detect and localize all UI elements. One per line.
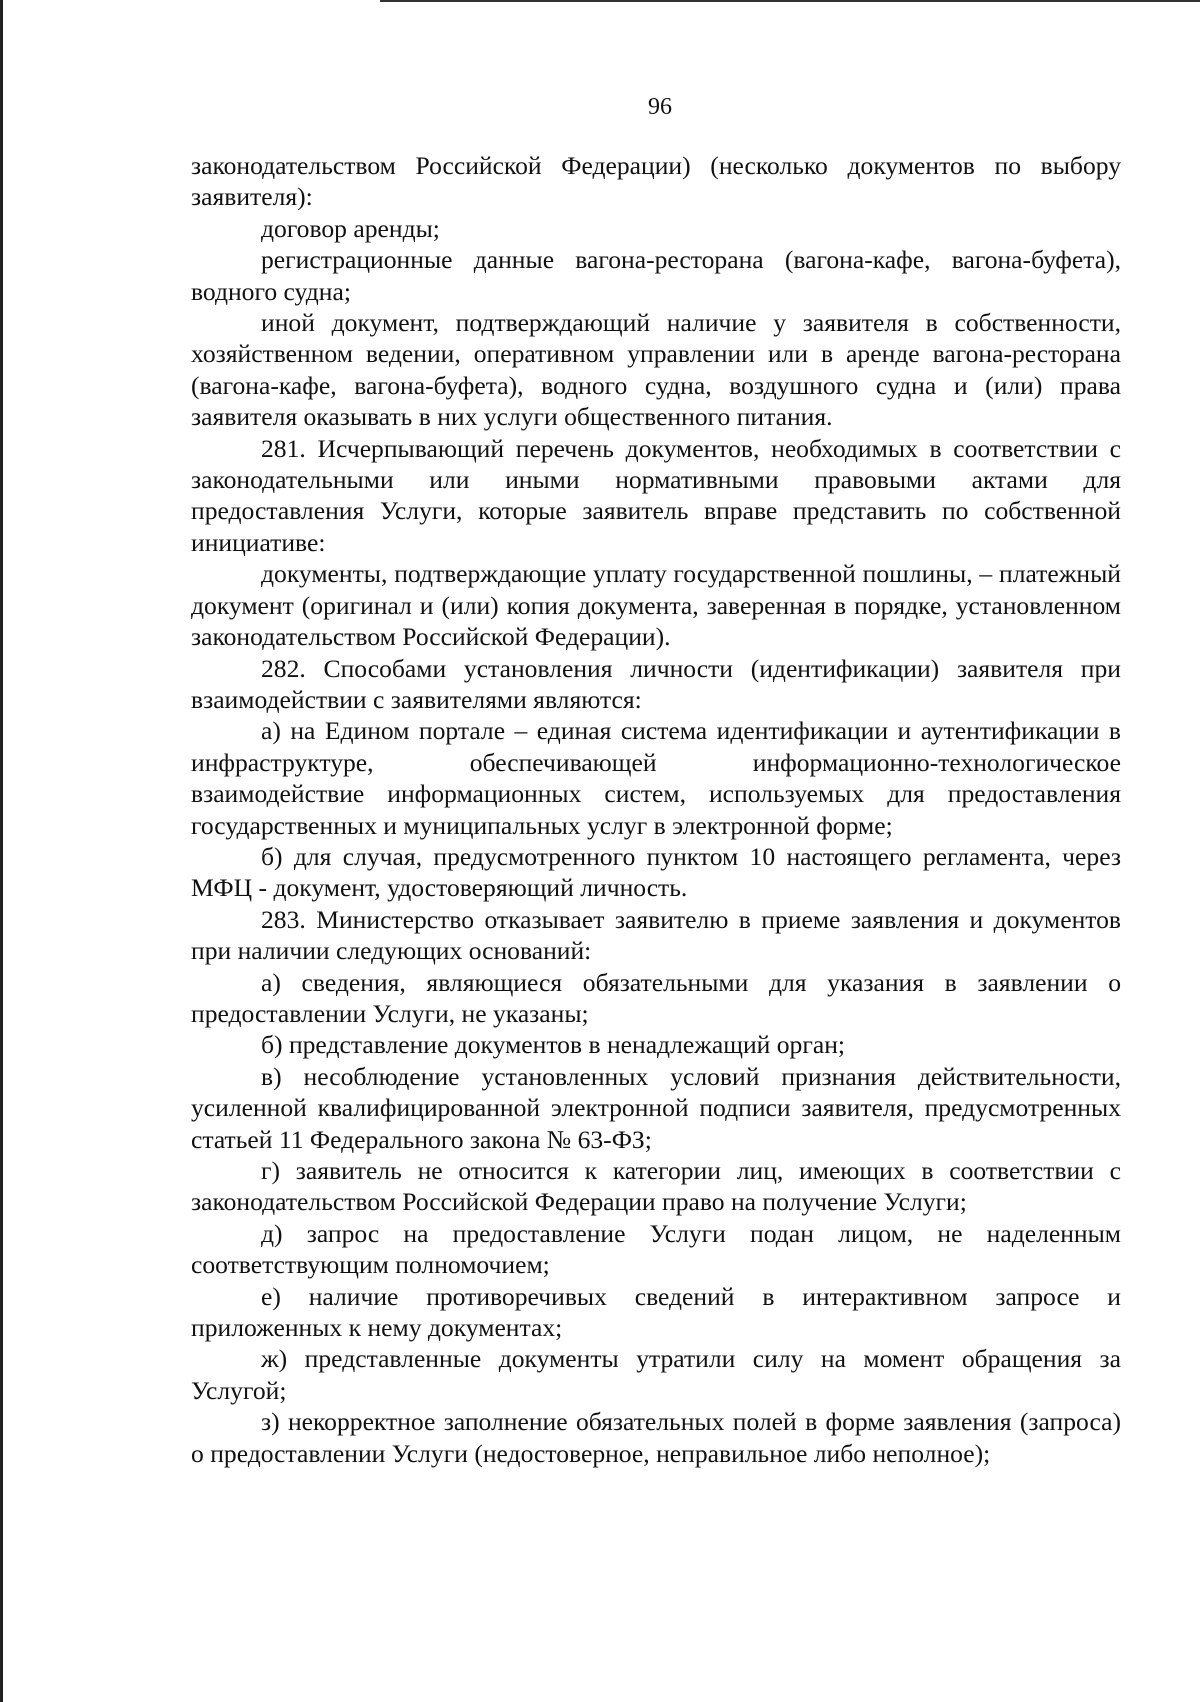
paragraph: з) некорректное заполнение обязательных полей в форме заявления (запроса) о предоставлении Услуги (недостоверное, неправильное либо неполное); (191, 1407, 1121, 1468)
paragraph: г) заявитель не относится к категории лиц, имеющих в соответствии с законодательством Российской Федерации право на получение Услуги; (191, 1156, 1121, 1217)
paragraph: иной документ, подтверждающий наличие у заявителя в собственности, хозяйственном ведении, оперативном управлении или в аренде вагона-ресторана (вагона-кафе, вагона-буфета), водного судна, воздушного судна и (или) права заявителя оказывать в них услуги общественного питания. (191, 308, 1121, 432)
paragraph: договор аренды; (261, 213, 440, 243)
paragraph: 281. Исчерпывающий перечень документов, необходимых в соответствии с законодательными или иными нормативными правовыми актами для предоставления Услуги, которые заявитель вправе представить по собственной инициативе: (191, 433, 1121, 557)
paragraph: а) сведения, являющиеся обязательными для указания в заявлении о предоставлении Услуги, не указаны; (191, 967, 1121, 1028)
paragraph: регистрационные данные вагона-ресторана (вагона-кафе, вагона-буфета), водного судна; (191, 245, 1121, 306)
document-body (191, 150, 1121, 1469)
paragraph: ж) представленные документы утратили силу на момент обращения за Услугой; (191, 1344, 1121, 1405)
paragraph: а) на Едином портале – единая система идентификации и аутентификации в инфраструктуре, обеспечивающей информационно-технологическое взаимодействие информационных систем, используемых для предоставления государственных и муниципальных услуг в электронной форме; (191, 716, 1121, 840)
paragraph: 282. Способами установления личности (идентификации) заявителя при взаимодействии с заявителями являются: (191, 653, 1121, 714)
paragraph: б) представление документов в ненадлежащий орган; (261, 1030, 846, 1060)
paragraph: 283. Министерство отказывает заявителю в приеме заявления и документов при наличии следующих оснований: (191, 904, 1121, 966)
paragraph: в) несоблюдение установленных условий признания действительности, усиленной квалифицированной электронной подписи заявителя, предусмотренных статьей 11 Федерального закона № 63-ФЗ; (191, 1061, 1121, 1154)
page-number: 96 (648, 94, 672, 120)
paragraph: б) для случая, предусмотренного пунктом 10 настоящего регламента, через МФЦ - документ, удостоверяющий личность. (191, 841, 1121, 903)
paragraph: е) наличие противоречивых сведений в интерактивном запросе и приложенных к нему документах; (191, 1281, 1121, 1343)
paragraph: законодательством Российской Федерации) (несколько документов по выбору заявителя): (191, 151, 1121, 212)
paragraph: документы, подтверждающие уплату государственной пошлины, – платежный документ (оригинал и (или) копия документа, заверенная в порядке, установленном законодательством Российской Федерации). (191, 559, 1121, 652)
paragraph: д) запрос на предоставление Услуги подан лицом, не наделенным соответствующим полномочием; (191, 1218, 1121, 1280)
scan-edge-left (0, 0, 3, 1702)
scan-edge-top (380, 0, 1200, 2)
